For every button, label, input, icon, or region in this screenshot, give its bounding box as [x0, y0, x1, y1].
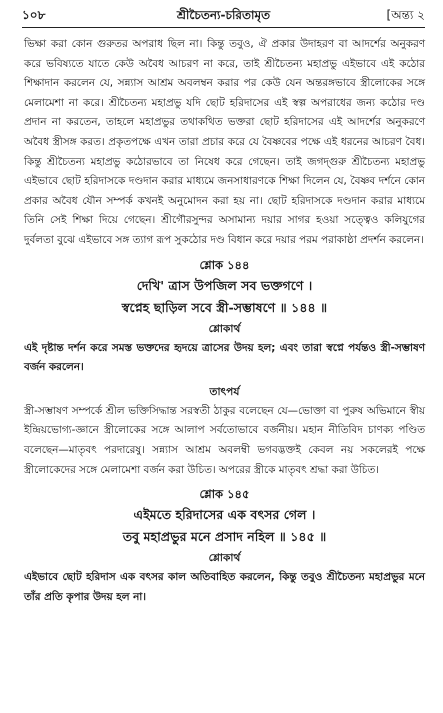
verse-144-line-1: দেখি' ত্রাস উপজিল সব ভক্তগণে ।: [136, 277, 313, 293]
verse-145-translation-label: শ্লোকার্থ: [208, 552, 241, 565]
header-divider: [22, 27, 425, 28]
book-title: শ্রীচৈতন্য-চরিতামৃত: [176, 8, 271, 22]
intro-paragraph: ভিক্ষা করা কোন গুরুতর অপরাধ ছিল না। কিন্তু তবুও, ঐ প্রকার উদাহরণ বা আদর্শের অনুকরণ করে ভবিষ্যতে যাতে কেউ অবৈধ আচরণ না করে, তাই শ্রীচৈতন্য মহাপ্রভু এইভাবে এই কঠোর শিক্ষাদান করলেন যে, সন্ন্যাস আশ্রম অবলম্বন করার পর কেউ যেন অন্তরঙ্গভাবে স্ত্রীলোকের সঙ্গে মেলামেশা না করে। শ্রীচৈতন্য মহাপ্রভু যদি ছোট হরিদাসের এই স্বল্প অপরাধের জন্য কঠোর দণ্ড প্রদান না করতেন, তাহলে মহাপ্রভুর তথাকথিত ভক্তরা ছোট হরিদাসের এই আদর্শের অনুকরণে অবৈধ স্ত্রীসঙ্গ করত। প্রকৃতপক্ষে এখন তারা প্রচার করে যে বৈষ্ণবের পক্ষে এই ধরনের আচরণ বৈধ। কিন্তু শ্রীচৈতন্য মহাপ্রভু কঠোরভাবে তা নিষেধ করে গেছেন। তাই জগদ্গুরু শ্রীচৈতন্য মহাপ্রভু এইভাবে ছোট হরিদাসকে দণ্ডদান করার মাধ্যমে জনসাধারণকে শিক্ষা দিলেন যে, বৈষ্ণব দর্শনে কোন প্রকার অবৈধ যৌন সম্পর্ক কখনই অনুমোদন করা হয় না। ছোট হরিদাসকে দণ্ডদান করার মাধ্যমে তিনি সেই শিক্ষা দিয়ে গেছেন। শ্রীগৌরসুন্দর অসামান্য দয়ার সাগর হওয়া সত্ত্বেও কলিযুগের দুর্বলতা বুঝে এইভাবে সঙ্গ ত্যাগ রূপ সুকঠোর দণ্ড বিধান করে দয়ার পরম পরাকাষ্ঠা প্রদর্শন করলেন।: [24, 38, 425, 246]
verse-144-purport-label: তাৎপর্য: [209, 385, 240, 398]
page-number: ১০৮: [22, 8, 46, 22]
verse-145-label: শ্লোক ১৪৫: [199, 487, 250, 502]
verse-145-translation: এইভাবে ছোট হরিদাস এক বৎসর কাল অতিবাহিত করলেন, কিন্তু তবুও শ্রীচৈতন্য মহাপ্রভুর মনে তাঁর প্রতি কৃপার উদয় হল না।: [24, 571, 425, 603]
page-body: [24, 35, 425, 611]
verse-144-translation-label: শ্লোকার্থ: [208, 322, 241, 335]
verse-144-translation: এই দৃষ্টান্ত দর্শন করে সমস্ত ভক্তদের হৃদয়ে ত্রাসের উদয় হল; এবং তারা স্বপ্নে পর্যন্তও স্ত্রী-সম্ভাষণ বর্জন করলেন।: [24, 341, 425, 374]
verse-145-line-2: তবু মহাপ্রভুর মনে প্রসাদ নহিল ॥ ১৪৫ ॥: [122, 529, 327, 545]
verse-144-purport: স্ত্রী-সম্ভাষণ সম্পর্কে শ্রীল ভক্তিসিদ্ধান্ত সরস্বতী ঠাকুর বলেছেন যে—ভোক্তা বা পুরুষ অভিমানে স্বীয় ইন্দ্রিয়ভোগ্য-জ্ঞানে স্ত্রীলোকের সঙ্গে আলাপ সর্বতোভাবে বর্জনীয়। মহান নীতিবিদ চাণক্য পণ্ডিত বলেছেন—মাতৃবৎ পরদারেষু। সন্ন্যাস আশ্রম অবলম্বী ভগবদ্ভক্তই কেবল নয় সকলেরই পক্ষে স্ত্রীলোকেদের সঙ্গে মেলামেশা বর্জন করা উচিত। অপরের স্ত্রীকে মাতৃবৎ শ্রদ্ধা করা উচিত।: [24, 404, 425, 476]
verse-144-label: শ্লোক ১৪৪: [199, 257, 250, 272]
verse-145-line-1: এইমতে হরিদাসের এক বৎসর গেল ।: [133, 507, 316, 523]
verse-144-line-2: স্বপ্নেহ ছাড়িল সবে স্ত্রী-সম্ভাষণে ॥ ১৪৪ ॥: [121, 299, 328, 315]
page-header: [22, 7, 425, 27]
section-indicator: [অন্ত্য ২: [386, 8, 425, 22]
